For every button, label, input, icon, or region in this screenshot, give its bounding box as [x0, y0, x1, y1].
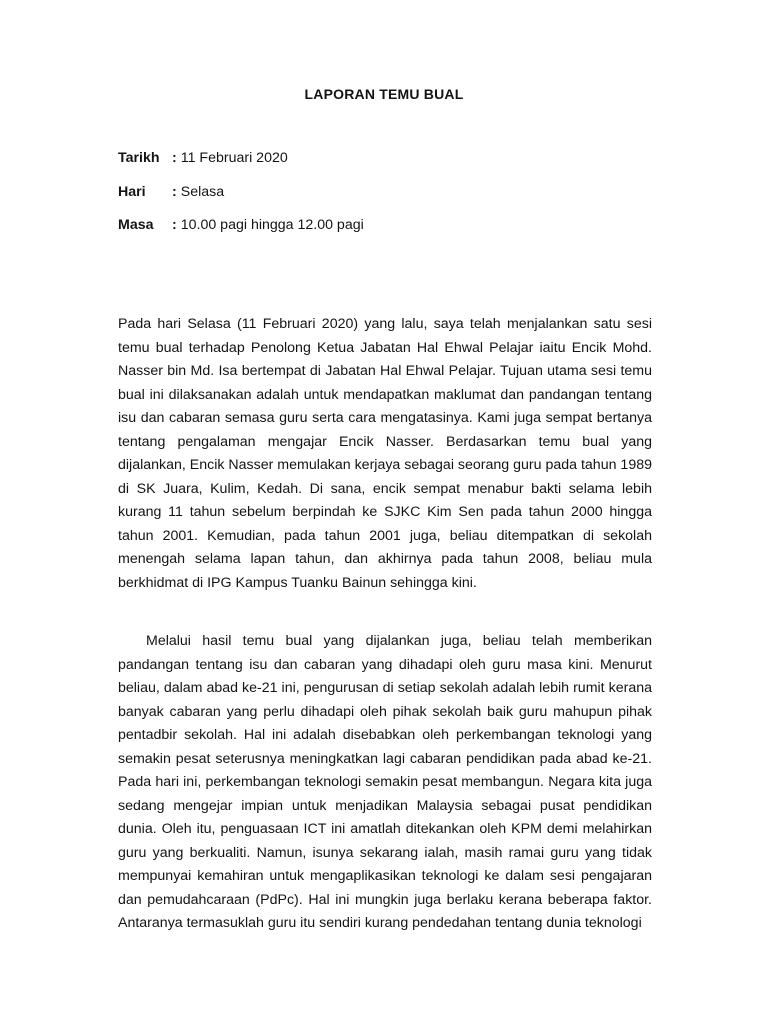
meta-row-day: [118, 184, 224, 200]
time-value: 10.00 pagi hingga 12.00 pagi: [180, 217, 364, 233]
date-value: 11 Februari 2020: [180, 150, 288, 166]
meta-row-time: [118, 217, 364, 233]
paragraph-intro: Pada hari Selasa (11 Februari 2020) yang lalu, saya telah menjalankan satu sesi temu bual terhadap Penolong Ketua Jabatan Hal Ehwal Pelajar iaitu Encik Mohd. Nasser bin Md. Isa bertempat di Jabatan Hal Ehwal Pelajar. Tujuan utama sesi temu bual ini dilaksanakan adalah untuk mendapatkan maklumat dan pandangan tentang isu dan cabaran semasa guru serta cara mengatasinya. Kami juga sempat bertanya tentang pengalaman mengajar Encik Nasser. Berdasarkan temu bual yang dijalankan, Encik Nasser memulakan kerjaya sebagai seorang guru pada tahun 1989 di SK Juara, Kulim, Kedah. Di sana, encik sempat menabur bakti selama lebih kurang 11 tahun sebelum berpindah ke SJKC Kim Sen pada tahun 2000 hingga tahun 2001. Kemudian, pada tahun 2001 juga, beliau ditempatkan di sekolah menengah selama lapan tahun, dan akhirnya pada tahun 2008, beliau mula berkhidmat di IPG Kampus Tuanku Bainun sehingga kini.: [118, 316, 652, 591]
date-label: Tarikh: [118, 150, 160, 166]
day-label: Hari: [118, 184, 146, 200]
day-separator: :: [172, 184, 177, 200]
meta-row-date: [118, 150, 288, 166]
paragraph-issues: Melalui hasil temu bual yang dijalankan juga, beliau telah memberikan pandangan tentang isu dan cabaran yang dihadapi oleh guru masa kini. Menurut beliau, dalam abad ke-21 ini, pengurusan di setiap sekolah adalah lebih rumit kerana banyak cabaran yang perlu dihadapi oleh pihak sekolah baik guru mahupun pihak pentadbir sekolah. Hal ini adalah disebabkan oleh perkembangan teknologi yang semakin pesat seterusnya meningkatkan lagi cabaran pendidikan pada abad ke-21. Pada hari ini, perkembangan teknologi semakin pesat membangun. Negara kita juga sedang mengejar impian untuk menjadikan Malaysia sebagai pusat pendidikan dunia. Oleh itu, penguasaan ICT ini amatlah ditekankan oleh KPM demi melahirkan guru yang berkualiti. Namun, isunya sekarang ialah, masih ramai guru yang tidak mempunyai kemahiran untuk mengaplikasikan teknologi ke dalam sesi pengajaran dan pemudahcaraan (PdPc). Hal ini mungkin juga berlaku kerana beberapa faktor. Antaranya termasuklah guru itu sendiri kurang pendedahan tentang dunia teknologi: [118, 633, 652, 931]
time-label: Masa: [118, 217, 154, 233]
time-separator: :: [172, 217, 177, 233]
day-value: Selasa: [180, 184, 225, 200]
date-separator: :: [172, 150, 177, 166]
report-title: LAPORAN TEMU BUAL: [304, 86, 464, 102]
